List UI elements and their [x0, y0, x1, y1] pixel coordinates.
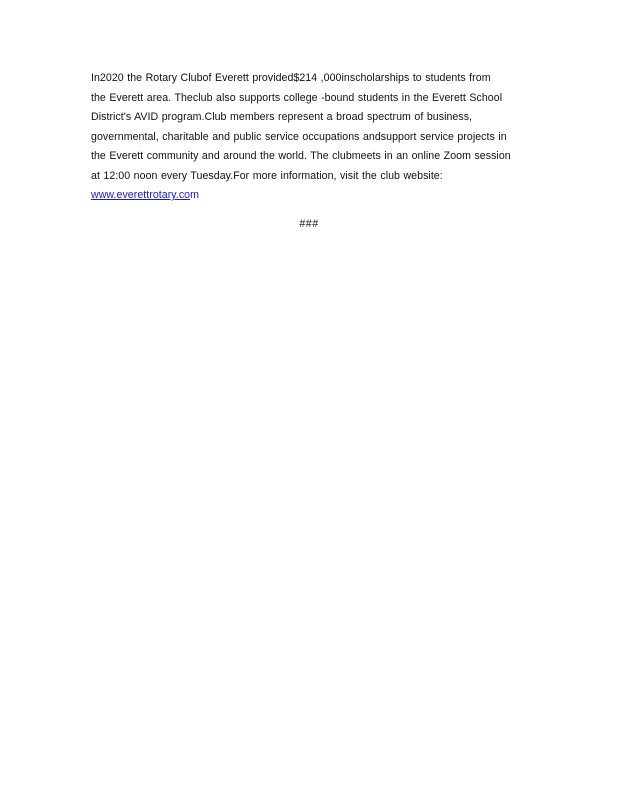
- website-link-tail: m: [190, 189, 199, 201]
- website-link-line: [91, 186, 531, 206]
- paragraph-line-4: governmental, charitable and public service occupations andsupport service projects in: [91, 130, 507, 143]
- paragraph-line-2: the Everett area. Theclub also supports college -bound students in the Everett School: [91, 91, 503, 104]
- paragraph-line-3: District's AVID program.Club members represent a broad spectrum of business,: [91, 111, 473, 123]
- end-of-release-mark: ###: [299, 218, 319, 230]
- website-link[interactable]: www.everettrotary.co: [91, 189, 191, 201]
- paragraph-line-1: In2020 the Rotary Clubof Everett provided$214 ,000inscholarships to students from: [91, 72, 491, 84]
- paragraph-line-6: at 12:00 noon every Tuesday.For more information, visit the club website:: [91, 169, 443, 182]
- paragraph-line-5: the Everett community and around the world. The clubmeets in an online Zoom session: [91, 150, 511, 162]
- body-paragraph: [91, 69, 531, 206]
